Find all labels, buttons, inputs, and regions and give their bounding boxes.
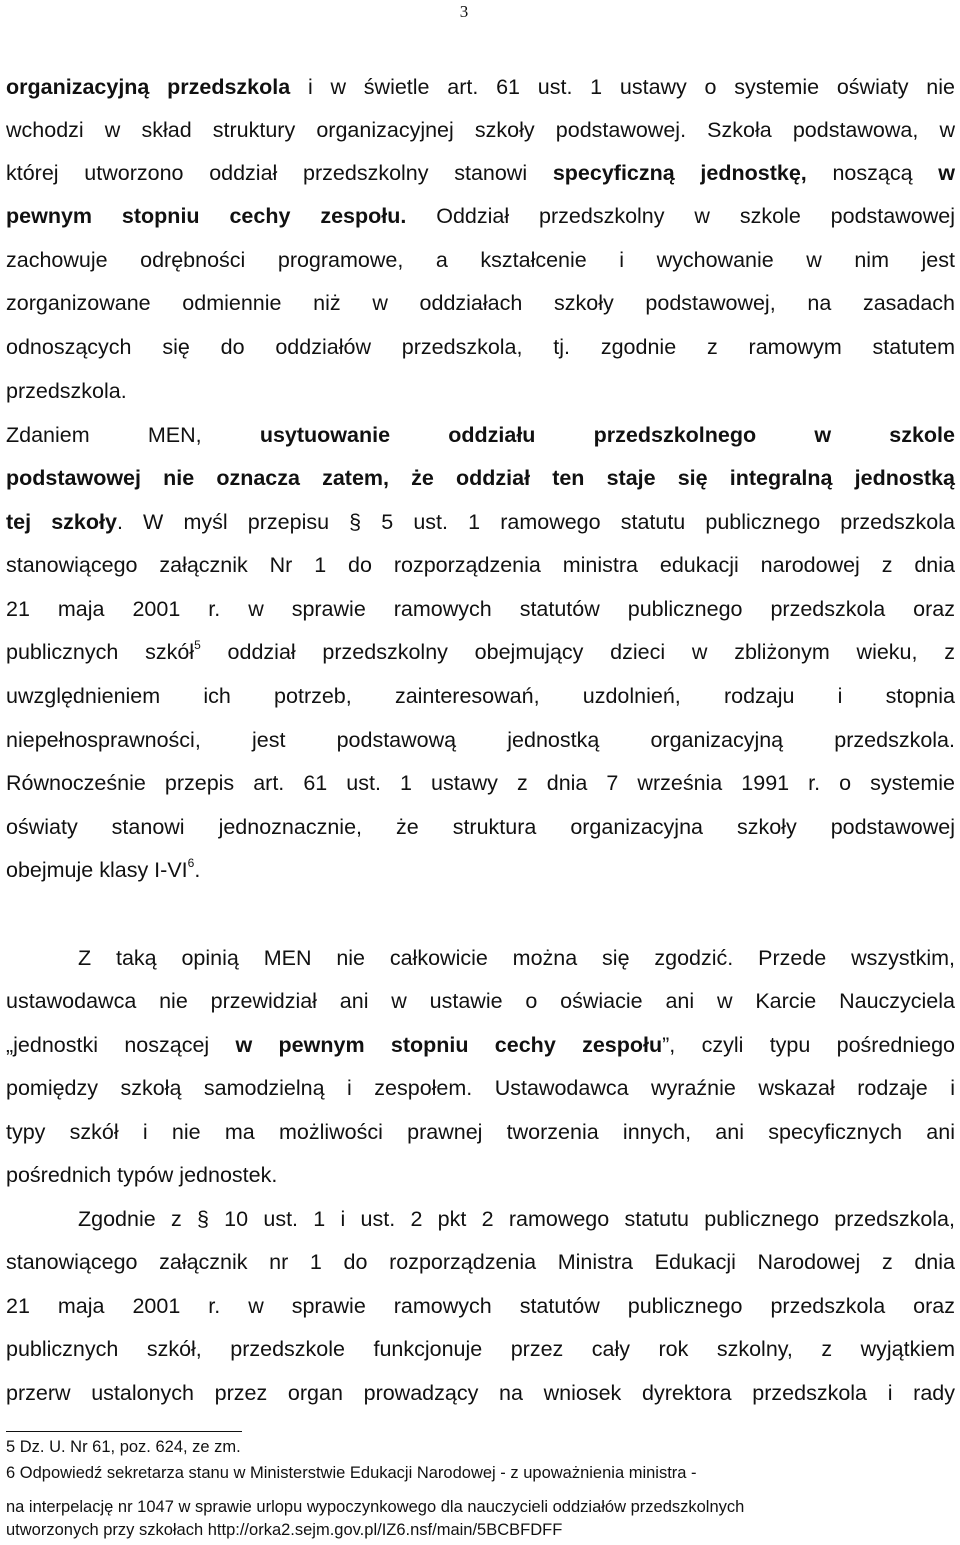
text-line bbox=[6, 1030, 955, 1060]
bold-text: specyficzną jednostkę, bbox=[552, 161, 807, 185]
bold-text: pewnym stopniu cechy zespołu. bbox=[6, 204, 407, 228]
text-line bbox=[6, 637, 955, 667]
text-line: 21 maja 2001 r. w sprawie ramowych statutów publicznego przedszkola oraz bbox=[6, 597, 955, 621]
footnote-ref: 5 bbox=[194, 637, 201, 652]
text-line bbox=[6, 158, 955, 188]
text-line: wchodzi w skład struktury organizacyjnej szkoły podstawowej. Szkoła podstawowa, w bbox=[6, 118, 955, 142]
text-line: publicznych szkół, przedszkole funkcjonuje przez cały rok szkolny, z wyjątkiem bbox=[6, 1337, 955, 1361]
text-run: Zdaniem MEN, bbox=[6, 423, 260, 447]
text-line: typy szkół i nie ma możliwości prawnej tworzenia innych, ani specyficznych ani bbox=[6, 1120, 955, 1144]
footnote-separator bbox=[6, 1431, 242, 1432]
text-run: oddział przedszkolny obejmujący dzieci w zbliżonym wieku, z bbox=[200, 640, 955, 664]
bold-text: usytuowanie oddziału przedszkolnego w szkole bbox=[259, 423, 955, 447]
bold-text: organizacyjną przedszkola bbox=[6, 75, 291, 99]
text-run: obejmuje klasy I-VI bbox=[6, 858, 188, 882]
text-line: uwzględnieniem ich potrzeb, zainteresowań, uzdolnień, rodzaju i stopnia bbox=[6, 684, 955, 708]
text-line: pomiędzy szkołą samodzielną i zespołem. Ustawodawca wyraźnie wskazał rodzaje i bbox=[6, 1076, 955, 1100]
text-line: 21 maja 2001 r. w sprawie ramowych statutów publicznego przedszkola oraz bbox=[6, 1294, 955, 1318]
text-run: publicznych szkół bbox=[6, 640, 195, 664]
text-line: przerw ustalonych przez organ prowadzący na wniosek dyrektora przedszkola i rady bbox=[6, 1381, 955, 1405]
footnote-ref: 6 bbox=[187, 855, 195, 870]
text-line: oświaty stanowi jednoznacznie, że struktura organizacyjna szkoły podstawowej bbox=[6, 815, 955, 839]
text-line bbox=[6, 507, 955, 537]
text-line: zachowuje odrębności programowe, a kształcenie i wychowanie w nim jest bbox=[6, 248, 955, 272]
text-line bbox=[6, 420, 955, 450]
text-line: pośrednich typów jednostek. bbox=[6, 1163, 278, 1187]
bold-text: podstawowej nie oznacza zatem, że oddział ten staje się integralną jednostką bbox=[6, 466, 955, 490]
text-line: odnoszących się do oddziałów przedszkola, tj. zgodnie z ramowym statutem bbox=[6, 335, 955, 359]
text-line: stanowiącego załącznik nr 1 do rozporządzenia Ministra Edukacji Narodowej z dnia bbox=[6, 1250, 955, 1274]
text-run: „jednostki noszącej bbox=[6, 1033, 236, 1057]
text-run: której utworzono oddział przedszkolny stanowi bbox=[6, 161, 553, 185]
text-line: stanowiącego załącznik Nr 1 do rozporządzenia ministra edukacji narodowej z dnia bbox=[6, 553, 955, 577]
bold-text: w bbox=[938, 161, 955, 185]
text-line bbox=[6, 855, 955, 885]
bold-text: tej szkoły bbox=[6, 510, 117, 534]
text-run: . W myśl przepisu § 5 ust. 1 ramowego statutu publicznego przedszkola bbox=[116, 510, 955, 534]
footnote-5: 5 Dz. U. Nr 61, poz. 624, ze zm. bbox=[6, 1438, 241, 1456]
text-line bbox=[6, 201, 955, 231]
text-line bbox=[6, 72, 955, 102]
footnote-6-line-3: utworzonych przy szkołach http://orka2.sejm.gov.pl/IZ6.nsf/main/5BCBFDFF bbox=[6, 1521, 563, 1539]
bold-text: w pewnym stopniu cechy zespołu bbox=[235, 1033, 663, 1057]
footnote-6-line-2: na interpelację nr 1047 w sprawie urlopu wypoczynkowego dla nauczycieli oddziałów przedszkolnych bbox=[6, 1498, 745, 1516]
text-run: Oddział przedszkolny w szkole podstawowej bbox=[406, 204, 955, 228]
text-line: ustawodawca nie przewidział ani w ustawie o oświacie ani w Karcie Nauczyciela bbox=[6, 989, 955, 1013]
text-line: Zgodnie z § 10 ust. 1 i ust. 2 pkt 2 ramowego statutu publicznego przedszkola, bbox=[78, 1207, 955, 1231]
footnote-6: 6 Odpowiedź sekretarza stanu w Ministerstwie Edukacji Narodowej - z upoważnienia ministra - bbox=[6, 1464, 697, 1482]
text-line: niepełnosprawności, jest podstawową jednostką organizacyjną przedszkola. bbox=[6, 728, 955, 752]
text-run: . bbox=[194, 858, 201, 882]
page-number: 3 bbox=[459, 2, 469, 21]
text-line: przedszkola. bbox=[6, 379, 127, 403]
text-run: noszącą bbox=[806, 161, 939, 185]
text-run: ”, czyli typu pośredniego bbox=[662, 1033, 955, 1057]
text-line: Równocześnie przepis art. 61 ust. 1 ustawy z dnia 7 września 1991 r. o systemie bbox=[6, 771, 955, 795]
text-run: i w świetle art. 61 ust. 1 ustawy o systemie oświaty nie bbox=[290, 75, 955, 99]
text-line: Z taką opinią MEN nie całkowicie można się zgodzić. Przede wszystkim, bbox=[78, 946, 955, 970]
text-line: zorganizowane odmiennie niż w oddziałach szkoły podstawowej, na zasadach bbox=[6, 291, 955, 315]
text-line bbox=[6, 463, 955, 493]
